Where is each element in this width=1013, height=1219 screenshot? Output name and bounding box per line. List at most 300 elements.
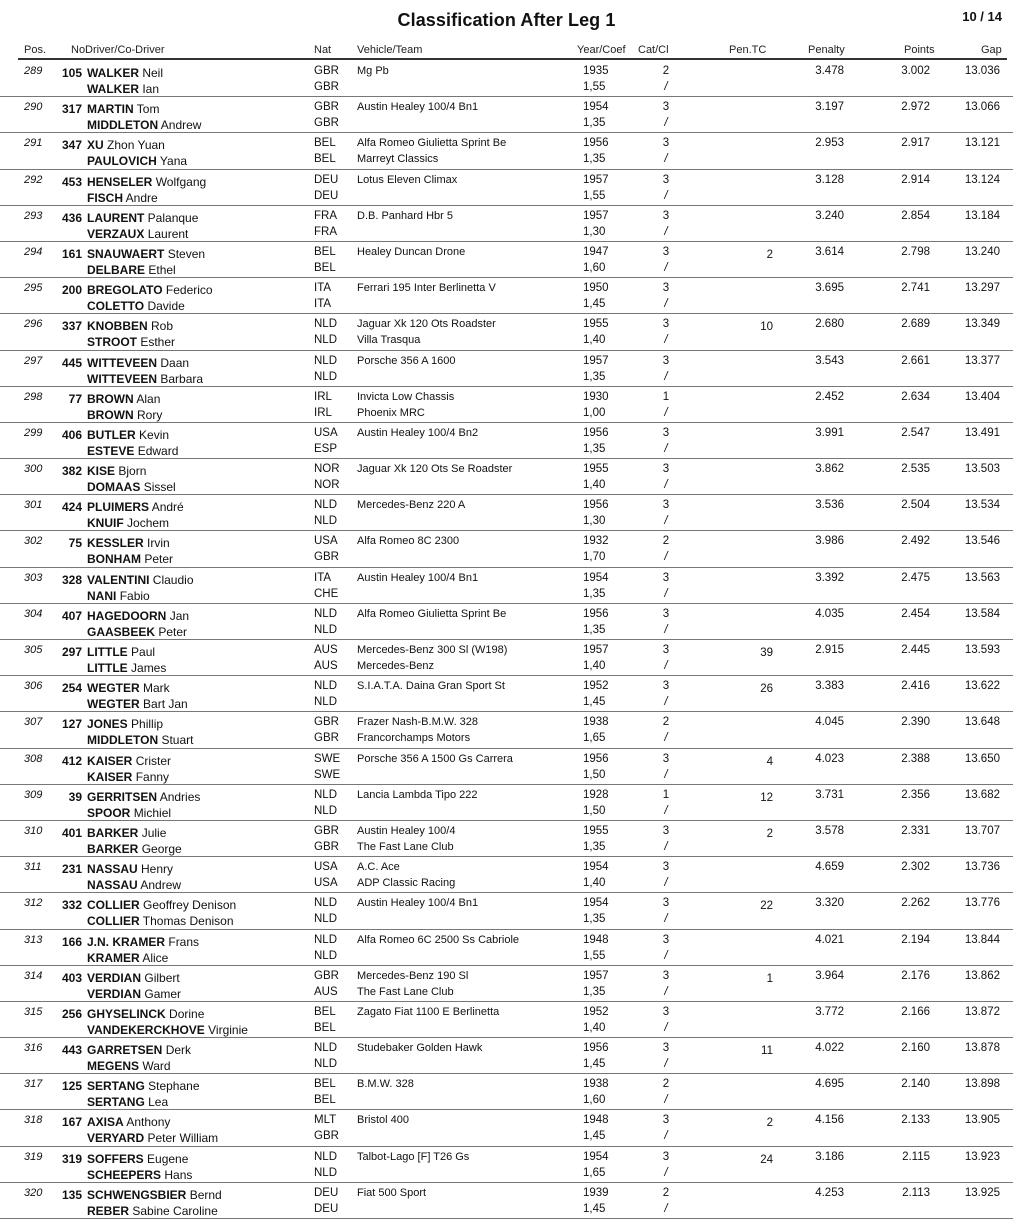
codriver-surname: SCHEEPERS [87, 1167, 162, 1182]
driver-firstname: Mark [143, 681, 170, 696]
header-year: Year/Coef [577, 44, 626, 56]
codriver-surname: NANI [87, 588, 117, 603]
codriver-surname: BARKER [87, 841, 139, 856]
category: 2 [662, 65, 670, 77]
codriver-surname: WALKER [87, 82, 139, 96]
driver-nationality: BEL [314, 1078, 336, 1091]
penalty-total: 4.023 [815, 752, 844, 765]
gap: 13.066 [964, 101, 1000, 114]
coefficient: 1,55 [583, 189, 606, 202]
driver-firstname: Zhon Yuan [107, 138, 165, 153]
class: / [664, 804, 668, 817]
start-number: 412 [61, 753, 82, 768]
points: 2.140 [901, 1078, 930, 1091]
codriver-nationality: BEL [314, 153, 336, 166]
driver-nationality: ITA [314, 571, 332, 584]
codriver-surname: LITTLE [87, 661, 128, 675]
table-row [0, 495, 1013, 531]
penalty-total: 4.253 [815, 1186, 844, 1199]
coefficient: 1,35 [583, 370, 606, 383]
codriver-surname: MEGENS [87, 1059, 140, 1074]
codriver-surname: FISCH [87, 190, 123, 205]
year: 1957 [583, 173, 609, 186]
position: 298 [24, 390, 43, 403]
codriver-name [87, 552, 173, 566]
codriver-nationality: CHE [314, 587, 339, 600]
position: 313 [24, 933, 43, 946]
penalty-total: 2.915 [815, 644, 844, 656]
codriver-surname: BROWN [87, 407, 134, 422]
vehicle: Austin Healey 100/4 Bn1 [357, 571, 479, 584]
codriver-nationality: NLD [314, 1058, 338, 1071]
team: Marreyt Classics [357, 153, 439, 166]
driver-firstname: Bernd [189, 1187, 222, 1202]
codriver-name [87, 480, 176, 494]
coefficient: 1,45 [583, 298, 606, 311]
points: 2.388 [901, 752, 930, 765]
table-row [0, 676, 1013, 712]
class: / [664, 732, 668, 745]
driver-nationality: USA [314, 426, 338, 439]
position: 302 [24, 535, 43, 548]
gap: 13.121 [964, 137, 1000, 150]
penalty-total: 3.197 [815, 101, 844, 114]
year: 1954 [583, 861, 609, 874]
vehicle: Mg Pb [357, 65, 389, 77]
header-pen-tc: Pen.TC [729, 44, 767, 56]
driver-firstname: Andries [159, 789, 201, 804]
penalty-total: 2.680 [815, 318, 844, 331]
codriver-surname: GAASBEEK [87, 624, 156, 639]
penalty-total: 3.578 [815, 824, 844, 837]
team: The Fast Lane Club [357, 985, 454, 998]
codriver-surname: REBER [87, 1203, 130, 1218]
driver-nationality: FRA [314, 209, 337, 222]
class: / [664, 298, 668, 311]
class: / [664, 623, 668, 636]
position: 311 [24, 861, 42, 874]
coefficient: 1,45 [583, 1130, 606, 1143]
gap: 13.905 [964, 1114, 1000, 1127]
category: 1 [662, 788, 670, 801]
points: 2.115 [902, 1150, 930, 1163]
driver-firstname: Gilbert [144, 970, 180, 985]
class: / [664, 551, 668, 564]
codriver-surname: VERDIAN [87, 986, 142, 1001]
driver-surname: WALKER [87, 66, 139, 80]
penalty-total: 3.986 [815, 535, 844, 548]
class: / [664, 1166, 668, 1179]
class: / [664, 1130, 668, 1143]
driver-name [87, 536, 170, 550]
codriver-name [87, 118, 201, 132]
driver-surname: GERRITSEN [87, 789, 158, 804]
coefficient: 1,50 [583, 804, 606, 817]
driver-firstname: Anthony [126, 1115, 171, 1130]
category: 3 [662, 1114, 670, 1127]
points: 2.504 [901, 499, 930, 512]
category: 3 [662, 824, 670, 837]
vehicle: S.I.A.T.A. Daina Gran Sport St [357, 680, 505, 693]
class: / [664, 334, 668, 347]
table-row [0, 785, 1013, 821]
year: 1954 [583, 1150, 609, 1163]
gap: 13.776 [964, 897, 1000, 910]
codriver-nationality: GBR [314, 81, 339, 93]
driver-surname: LITTLE [87, 645, 128, 659]
gap: 13.898 [964, 1078, 1000, 1091]
gap: 13.563 [964, 571, 1000, 584]
driver-nationality: USA [314, 861, 338, 874]
codriver-name [87, 191, 158, 205]
class: / [664, 1202, 668, 1215]
driver-surname: SOFFERS [87, 1151, 144, 1166]
codriver-firstname: Edward [137, 443, 179, 458]
driver-name [87, 1007, 204, 1021]
codriver-nationality: NLD [314, 370, 338, 383]
start-number: 406 [61, 427, 82, 442]
vehicle: Mercedes-Benz 220 A [357, 499, 466, 512]
codriver-firstname: Sissel [143, 480, 176, 495]
penalty-tc: 2 [766, 827, 773, 840]
category: 3 [662, 571, 670, 584]
coefficient: 1,50 [583, 768, 606, 781]
driver-name [87, 464, 146, 478]
codriver-name [87, 263, 176, 277]
table-row [0, 568, 1013, 604]
codriver-nationality: GBR [314, 1130, 339, 1143]
codriver-nationality: SWE [314, 768, 341, 781]
driver-firstname: Palanque [147, 210, 199, 225]
codriver-firstname: Michiel [133, 805, 172, 820]
driver-surname: PLUIMERS [87, 500, 150, 515]
table-row [0, 930, 1013, 966]
codriver-nationality: IRL [314, 406, 332, 419]
position: 310 [24, 824, 43, 837]
vehicle: Studebaker Golden Hawk [357, 1042, 483, 1055]
codriver-nationality: NLD [314, 515, 338, 528]
gap: 13.184 [964, 209, 1000, 222]
driver-name [87, 826, 166, 840]
driver-firstname: Phillip [131, 717, 164, 732]
table-row [0, 712, 1013, 748]
codriver-name [87, 372, 203, 386]
category: 3 [662, 933, 670, 946]
driver-surname: KESSLER [87, 536, 144, 551]
points: 2.634 [901, 390, 930, 403]
start-number: 231 [61, 862, 82, 877]
position: 317 [24, 1078, 43, 1091]
driver-firstname: Geoffrey Denison [143, 898, 237, 913]
driver-nationality: BEL [314, 137, 336, 150]
gap: 13.648 [964, 716, 1000, 729]
codriver-surname: PAULOVICH [87, 154, 157, 169]
points: 2.113 [902, 1186, 930, 1199]
coefficient: 1,35 [583, 985, 606, 998]
vehicle: A.C. Ace [357, 861, 400, 874]
driver-firstname: Bjorn [118, 464, 147, 479]
penalty-total: 3.695 [815, 282, 844, 295]
gap: 13.404 [964, 390, 1000, 403]
codriver-surname: VANDEKERCKHOVE [87, 1022, 205, 1037]
codriver-name [87, 1023, 248, 1037]
class: / [664, 515, 668, 528]
driver-nationality: NLD [314, 499, 338, 512]
year: 1954 [583, 101, 609, 114]
year: 1955 [583, 824, 609, 837]
driver-name [87, 211, 198, 225]
start-number: 254 [61, 681, 82, 696]
class: / [664, 406, 668, 419]
driver-surname: SNAUWAERT [87, 246, 165, 261]
driver-nationality: NLD [314, 354, 338, 367]
codriver-name [87, 154, 187, 168]
table-row [0, 857, 1013, 893]
category: 3 [662, 318, 670, 331]
driver-nationality: BEL [314, 245, 336, 258]
table-row [0, 387, 1013, 423]
driver-name [87, 935, 199, 949]
year: 1948 [583, 1114, 609, 1127]
start-number: 332 [61, 898, 82, 913]
driver-nationality: NLD [314, 1042, 338, 1055]
codriver-nationality: GBR [314, 551, 339, 564]
driver-name [87, 102, 159, 116]
codriver-nationality: GBR [314, 732, 339, 745]
codriver-nationality: BEL [314, 1094, 336, 1107]
coefficient: 1,35 [583, 623, 606, 636]
table-row [0, 749, 1013, 785]
codriver-name [87, 697, 188, 711]
table-row [0, 133, 1013, 169]
year: 1938 [583, 1078, 609, 1091]
start-number: 200 [61, 283, 82, 298]
driver-nationality: GBR [314, 101, 339, 114]
header-points: Points [904, 44, 935, 56]
codriver-surname: VERZAUX [87, 226, 145, 241]
year: 1955 [583, 463, 609, 476]
codriver-surname: MIDDLETON [87, 118, 159, 133]
coefficient: 1,35 [583, 840, 606, 853]
category: 3 [662, 680, 670, 693]
penalty-tc: 22 [760, 900, 773, 913]
codriver-surname: NASSAU [87, 878, 138, 893]
position: 319 [24, 1150, 43, 1163]
year: 1957 [583, 969, 609, 982]
table-row [0, 893, 1013, 929]
gap: 13.923 [964, 1150, 1000, 1163]
codriver-surname: ESTEVE [87, 443, 135, 458]
codriver-firstname: Gamer [144, 986, 182, 1001]
gap: 13.546 [964, 535, 1000, 548]
classification-table [0, 61, 1013, 1219]
page-title: Classification After Leg 1 [397, 10, 616, 30]
driver-surname: VALENTINI [87, 572, 150, 587]
category: 3 [662, 209, 670, 222]
header-penalty: Penalty [808, 44, 845, 56]
points: 2.475 [901, 571, 930, 584]
codriver-firstname: Laurent [147, 226, 189, 241]
points: 2.535 [901, 463, 930, 476]
codriver-firstname: Davide [147, 299, 185, 314]
year: 1938 [583, 716, 609, 729]
codriver-name [87, 1059, 171, 1073]
category: 3 [662, 752, 670, 765]
table-row [0, 1038, 1013, 1074]
gap: 13.682 [964, 788, 1000, 801]
codriver-name [87, 914, 234, 928]
table-row [0, 1110, 1013, 1146]
points: 2.972 [901, 101, 930, 114]
driver-name [87, 175, 206, 189]
driver-firstname: Eugene [147, 1151, 189, 1166]
category: 3 [662, 499, 670, 512]
penalty-tc: 11 [761, 1045, 773, 1058]
driver-surname: COLLIER [87, 898, 140, 913]
vehicle: Alfa Romeo Giulietta Sprint Be [357, 137, 507, 150]
codriver-surname: DOMAAS [87, 480, 141, 495]
year: 1956 [583, 499, 609, 512]
vehicle: Austin Healey 100/4 Bn1 [357, 101, 479, 114]
penalty-total: 3.186 [815, 1150, 844, 1163]
codriver-firstname: George [141, 841, 182, 856]
codriver-firstname: Hans [164, 1167, 193, 1182]
table-row [0, 459, 1013, 495]
category: 3 [662, 463, 670, 476]
codriver-name [87, 82, 159, 96]
driver-firstname: Paul [131, 645, 156, 659]
category: 1 [662, 390, 670, 403]
class: / [664, 479, 668, 492]
vehicle: Austin Healey 100/4 [357, 824, 456, 837]
codriver-firstname: James [131, 661, 167, 675]
driver-name [87, 754, 171, 768]
start-number: 328 [61, 572, 82, 587]
vehicle: Alfa Romeo 8C 2300 [357, 535, 460, 548]
points: 2.262 [901, 897, 930, 910]
driver-nationality: GBR [314, 969, 339, 982]
driver-firstname: Irvin [147, 536, 170, 551]
category: 3 [662, 1042, 670, 1055]
driver-surname: KAISER [87, 753, 133, 768]
start-number: 401 [61, 825, 82, 840]
penalty-tc: 1 [766, 972, 773, 985]
codriver-nationality: AUS [314, 985, 338, 998]
driver-name [87, 573, 194, 587]
codriver-nationality: GBR [314, 840, 339, 853]
codriver-surname: SERTANG [87, 1095, 145, 1110]
category: 3 [662, 861, 670, 874]
codriver-surname: SPOOR [87, 805, 131, 820]
driver-firstname: Dorine [169, 1006, 205, 1021]
driver-name [87, 66, 163, 80]
driver-nationality: DEU [314, 173, 339, 186]
codriver-surname: KRAMER [87, 950, 140, 965]
start-number: 256 [61, 1006, 82, 1021]
driver-name [87, 428, 169, 442]
vehicle: Porsche 356 A 1600 [357, 354, 456, 367]
gap: 13.650 [964, 752, 1000, 765]
year: 1947 [583, 245, 609, 258]
driver-nationality: NLD [314, 680, 338, 693]
penalty-total: 2.452 [815, 390, 844, 403]
codriver-firstname: Fanny [135, 769, 170, 784]
gap: 13.349 [964, 318, 1000, 331]
position: 309 [24, 788, 43, 801]
driver-firstname: Stephane [148, 1079, 200, 1094]
position: 320 [24, 1186, 43, 1199]
driver-name [87, 862, 173, 876]
gap: 13.036 [964, 65, 1000, 77]
position: 293 [24, 209, 43, 222]
vehicle: Healey Duncan Drone [357, 245, 466, 258]
driver-firstname: Henry [141, 862, 174, 877]
driver-firstname: Frans [168, 934, 200, 949]
penalty-total: 4.045 [815, 716, 844, 729]
year: 1956 [583, 752, 609, 765]
class: / [664, 153, 668, 166]
codriver-name [87, 227, 188, 241]
class: / [664, 949, 668, 962]
coefficient: 1,55 [583, 949, 606, 962]
codriver-surname: STROOT [87, 335, 137, 350]
driver-nationality: NLD [314, 607, 338, 620]
year: 1935 [583, 65, 609, 77]
vehicle: Jaguar Xk 120 Ots Roadster [357, 318, 496, 331]
driver-nationality: DEU [314, 1186, 339, 1199]
class: / [664, 1021, 668, 1034]
penalty-total: 4.035 [815, 607, 844, 620]
driver-firstname: André [151, 500, 184, 515]
driver-name [87, 681, 170, 695]
table-row [0, 1002, 1013, 1038]
codriver-firstname: Fabio [119, 588, 150, 603]
year: 1957 [583, 644, 609, 656]
coefficient: 1,45 [583, 1058, 606, 1071]
codriver-firstname: Andre [125, 190, 158, 205]
start-number: 75 [68, 536, 82, 551]
driver-firstname: Kevin [139, 427, 170, 442]
driver-name [87, 138, 165, 152]
team: Mercedes-Benz [357, 660, 435, 672]
position: 312 [24, 897, 43, 910]
codriver-name [87, 408, 162, 422]
gap: 13.925 [964, 1186, 1000, 1199]
coefficient: 1,40 [583, 1021, 606, 1034]
penalty-total: 3.536 [815, 499, 844, 512]
driver-nationality: NLD [314, 788, 338, 801]
codriver-firstname: Andrew [140, 878, 182, 893]
start-number: 443 [61, 1043, 82, 1058]
penalty-total: 3.240 [815, 209, 844, 222]
gap: 13.297 [964, 282, 1000, 295]
vehicle: Austin Healey 100/4 Bn2 [357, 426, 479, 439]
driver-surname: BARKER [87, 825, 139, 840]
driver-name [87, 898, 236, 912]
points: 2.331 [901, 824, 930, 837]
coefficient: 1,00 [583, 406, 606, 419]
year: 1950 [583, 282, 609, 295]
gap: 13.124 [964, 173, 1000, 186]
points: 2.854 [901, 209, 930, 222]
codriver-nationality: ESP [314, 442, 338, 455]
position: 314 [24, 969, 43, 982]
year: 1930 [583, 390, 609, 403]
points: 2.390 [901, 716, 930, 729]
driver-name [87, 247, 205, 261]
start-number: 424 [61, 500, 82, 515]
penalty-tc: 39 [760, 647, 773, 659]
